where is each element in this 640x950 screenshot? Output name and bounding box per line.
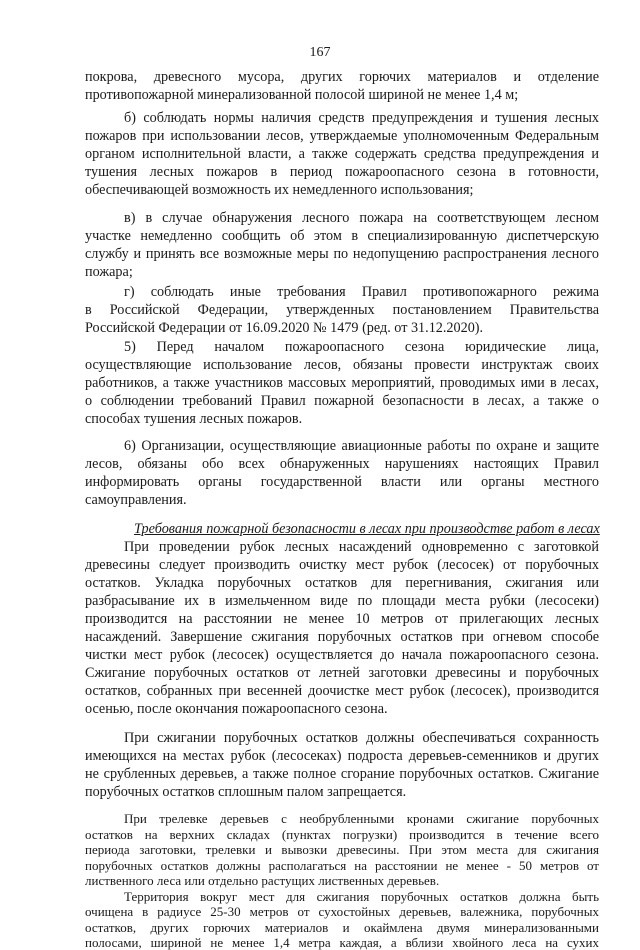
text-line: осенью, после окончания пожароопасного сезона. <box>85 701 388 717</box>
text-line: информировать органы государственной власти или органы местного <box>85 474 599 490</box>
section-heading: Требования пожарной безопасности в лесах при производстве работ в лесах <box>134 521 600 537</box>
text-line: остатков, собранных при весенней доочистке мест рубок (лесосек), производится <box>85 683 599 699</box>
text-line: самоуправления. <box>85 492 187 508</box>
text-line: пожаров при использовании лесов, утверждаемые уполномоченным Федеральным <box>85 128 599 144</box>
text-line: чистки мест рубок (лесосек) осуществляется до начала пожароопасного сезона. <box>85 647 599 663</box>
text-line: очищена в радиусе 25-30 метров от сухостойных деревьев, валежника, порубочных <box>85 904 599 919</box>
text-line: разбрасывание их в измельченном виде по площади места рубки (лесосеки) <box>85 593 599 609</box>
text-line: производится на расстоянии не менее 10 метров от прилегающих лесных <box>85 611 599 627</box>
text-line: имеющихся на местах рубок (лесосеках) подроста деревьев-семенников и других <box>85 748 599 764</box>
text-line: покрова, древесного мусора, других горючих материалов и отделение <box>85 69 599 85</box>
text-line: остатков. Укладка порубочных остатков для перегнивания, сжигания или <box>85 575 599 591</box>
text-line: При проведении рубок лесных насаждений одновременно с заготовкой <box>124 539 599 555</box>
text-line: работников, а также участников массовых мероприятий, проводимых ими в лесах, <box>85 375 599 391</box>
text-line: о соблюдении требований Правил пожарной безопасности в лесах, а также о <box>85 393 599 409</box>
text-line: древесины следует производить очистку мест рубок (лесосек) от порубочных <box>85 557 599 573</box>
text-line: порубочных остатков сплошным палом запрещается. <box>85 784 407 800</box>
text-line: остатков, других горючих материалов и окаймлена двумя минерализованными <box>85 919 599 935</box>
text-line: полосами, шириной не менее 1,4 метра каждая, а вблизи хвойного леса на сухих <box>85 935 599 950</box>
text-line: остатков на верхних складах (пунктах погрузки) производится в течение всего <box>85 826 599 842</box>
text-line: б) соблюдать нормы наличия средств предупреждения и тушения лесных <box>124 110 599 126</box>
text-line: обеспечивающей возможность их немедленного использования; <box>85 182 474 198</box>
text-line: порубочных остатков должны располагаться на расстоянии не менее - 50 метров от <box>85 857 599 873</box>
text-line: органом исполнительной власти, а также содержать средства предупреждения и <box>85 146 599 162</box>
text-line: участке немедленно сообщить об этом в специализированную диспетчерскую <box>85 228 599 244</box>
text-line: 5) Перед началом пожароопасного сезона юридические лица, <box>124 339 599 355</box>
text-line: лиственного леса или отдельно растущих лиственных деревьев. <box>85 873 440 888</box>
page-number: 167 <box>309 45 331 60</box>
text-line: противопожарной минерализованной полосой шириной не менее 1,4 м; <box>85 87 519 103</box>
text-line: осуществляющие использование лесов, обязаны провести инструктаж своих <box>85 357 599 373</box>
text-line: При трелевке деревьев с необрубленными кронами сжигание порубочных <box>124 811 599 826</box>
text-line: Сжигание порубочных остатков от летней заготовки древесины и порубочных <box>85 665 599 681</box>
text-line: службу и принять все возможные меры по недопущению распространения лесного <box>85 246 599 262</box>
text-line: в) в случае обнаружения лесного пожара на соответствующем лесном <box>124 210 599 226</box>
text-line: не срубленных деревьев, а также полное сгорание порубочных остатков. Сжигание <box>85 766 599 782</box>
text-line: Российской Федерации от 16.09.2020 № 1479 (ред. от 31.12.2020). <box>85 320 484 336</box>
text-line: 6) Организации, осуществляющие авиационные работы по охране и защите <box>124 438 599 454</box>
text-line: пожара; <box>85 264 133 280</box>
text-line: При сжигании порубочных остатков должны обеспечиваться сохранность <box>124 730 599 746</box>
text-line: г) соблюдать иные требования Правил противопожарного режима <box>124 284 599 300</box>
text-line: лесов, обязаны обо всех обнаруженных нарушениях настоящих Правил <box>85 456 599 472</box>
text-line: Территория вокруг мест для сжигания порубочных остатков должна быть <box>124 888 599 904</box>
text-line: способах тушения лесных пожаров. <box>85 411 303 427</box>
text-line: периода заготовки, трелевки и вывозки древесины. При этом места для сжигания <box>85 842 599 857</box>
text-line: в Российской Федерации, утвержденных постановлением Правительства <box>85 302 599 318</box>
text-line: насаждений. Завершение сжигания порубочных остатков при огневом способе <box>85 629 599 645</box>
text-line: тушения лесных пожаров в период пожароопасного сезона в готовности, <box>85 164 599 180</box>
